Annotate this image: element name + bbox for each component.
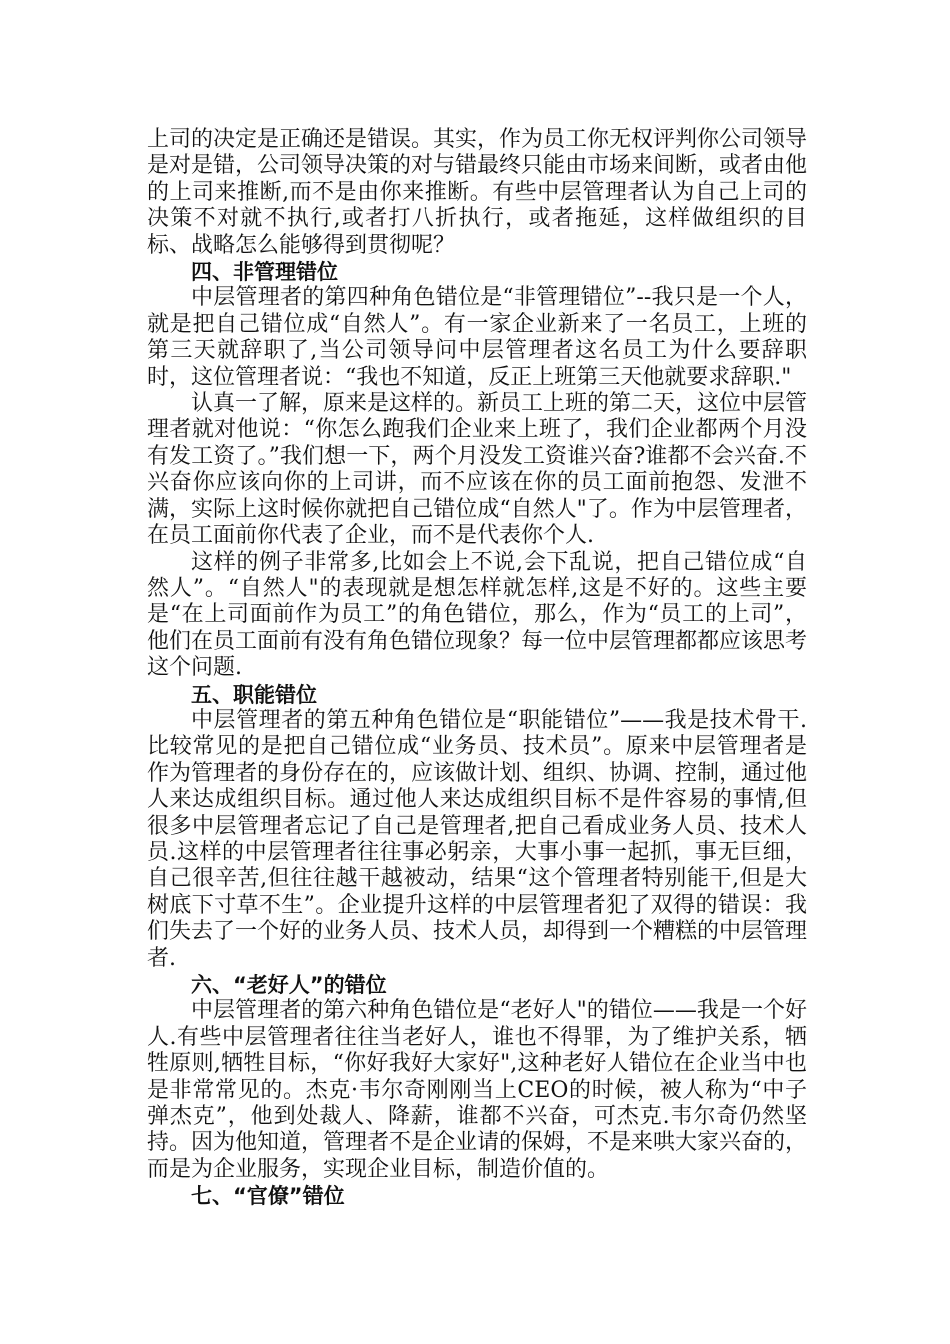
section-heading: 五、职能错位 <box>191 682 317 707</box>
paragraph: 中层管理者的第四种角色错位是“非管理错位”--我只是一个人，就是把自己错位成“自然人”。有一家企业新来了一名员工，上班的第三天就辞职了,当公司领导问中层管理者这名员工为什么要辞职时，这位管理者说：“我也不知道，反正上班第三天他就要求辞职." <box>147 285 807 390</box>
section-heading: 七、“官僚”错位 <box>191 1184 345 1209</box>
paragraph: 上司的决定是正确还是错误。其实，作为员工你无权评判你公司领导是对是错，公司领导决策的对与错最终只能由市场来间断，或者由他的上司来推断,而不是由你来推断。有些中层管理者认为自己上司的决策不对就不执行,或者打八折执行，或者拖延，这样做组织的目标、战略怎么能够得到贯彻呢？ <box>147 127 808 258</box>
section-heading: 六、“老好人”的错位 <box>191 973 387 997</box>
paragraph: 这样的例子非常多,比如会上不说,会下乱说，把自己错位成“自然人”。“自然人"的表现就是想怎样就怎样,这是不好的。这些主要是“在上司面前作为员工”的角色错位，那么，作为“员工的上司”，他们在员工面前有没有角色错位现象？每一位中层管理都都应该思考这个问题. <box>147 549 808 681</box>
document-body <box>147 127 807 1210</box>
paragraph: 中层管理者的第六种角色错位是“老好人"的错位——我是一个好人.有些中层管理者往往当老好人，谁也不得罪，为了维护关系，牺牲原则,牺牲目标，“你好我好大家好",这种老好人错位在企业当中也是非常常见的。杰克·韦尔奇刚刚当上CEO的时候，被人称为“中子弹杰克”，他到处裁人、降薪，谁都不兴奋，可杰克.韦尔奇仍然坚持。因为他知道，管理者不是企业请的保姆，不是来哄大家兴奋的，而是为企业服务，实现企业目标，制造价值的。 <box>147 998 808 1182</box>
paragraph: 认真一了解，原来是这样的。新员工上班的第二天，这位中层管理者就对他说：“你怎么跑我们企业来上班了，我们企业都两个月没有发工资了。”我们想一下，两个月没发工资谁兴奋?谁都不会兴奋.不兴奋你应该向你的上司讲，而不应该在你的员工面前抱怨、发泄不满，实际上这时候你就把自己错位成“自然人"了。作为中层管理者，在员工面前你代表了企业，而不是代表你个人. <box>147 391 808 549</box>
paragraph: 中层管理者的第五种角色错位是“职能错位”——我是技术骨干.比较常见的是把自己错位成“业务员、技术员”。原来中层管理者是作为管理者的身份存在的，应该做计划、组织、协调、控制，通过他人来达成组织目标。通过他人来达成组织目标不是件容易的事情,但很多中层管理者忘记了自己是管理者,把自己看成业务人员、技术人员.这样的中层管理者往往事必躬亲，大事小事一起抓，事无巨细，自己很辛苦,但往往越干越被动，结果“这个管理者特别能干,但是大树底下寸草不生”。企业提升这样的中层管理者犯了双得的错误：我们失去了一个好的业务人员、技术人员，却得到一个糟糕的中层管理者. <box>147 707 808 971</box>
section-heading: 四、非管理错位 <box>191 260 338 285</box>
